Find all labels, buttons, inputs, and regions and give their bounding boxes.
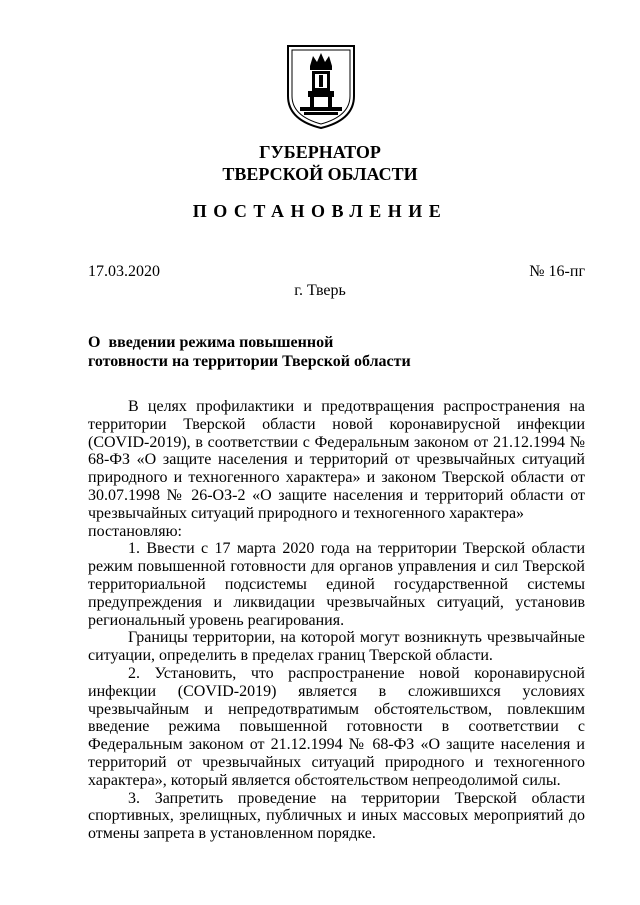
document-date: 17.03.2020	[88, 263, 160, 280]
item-1-paragraph: 1. Ввести с 17 марта 2020 года на территории Тверской области режим повышенной готовности для органов управления и сил Тверской территориальной подсистемы единой государственной системы предупреждения и ликвидации чрезвычайных ситуаций, установив региональный уровень реагирования.	[88, 540, 585, 629]
item-1-bounds-paragraph: Границы территории, на которой могут возникнуть чрезвычайные ситуации, определить в пределах границ Тверской области.	[88, 629, 585, 665]
subject-line1: О введении режима повышенной	[88, 334, 334, 351]
item-2-paragraph: 2. Установить, что распространение новой коронавирусной инфекции (COVID-2019) является в сложившихся условиях чрезвычайным и непредотвратимым обстоятельством, повлекшим введение режима повышенной готовности в соответствии с Федеральным законом от 21.12.1994 № 68-ФЗ «О защите населения и территорий от чрезвычайных ситуаций природного и техногенного характера», который является обстоятельством непреодолимой силы.	[88, 664, 585, 789]
tver-coat-of-arms-icon	[286, 44, 356, 130]
issuer-title-line2: ТВЕРСКОЙ ОБЛАСТИ	[222, 164, 418, 184]
document-number: № 16-пг	[529, 263, 585, 280]
issuer-title-line1: ГУБЕРНАТОР	[259, 142, 381, 162]
document-type: ПОСТАНОВЛЕНИЕ	[192, 201, 448, 221]
document-city: г. Тверь	[294, 282, 346, 299]
item-3-paragraph: 3. Запретить проведение на территории Тверской области спортивных, зрелищных, публичных и иных массовых мероприятий до отмены запрета в установленном порядке.	[88, 789, 585, 843]
preamble-paragraph: В целях профилактики и предотвращения распространения на территории Тверской области новой коронавирусной инфекции (COVID-2019), в соответствии с Федеральным законом от 21.12.1994 № 68-ФЗ «О защите населения и территорий от чрезвычайных ситуаций природного и техногенного характера» и законом Тверской области от 30.07.1998 № 26-ОЗ-2 «О защите населения и территорий области от чрезвычайных ситуаций природного и техногенного характера»	[88, 398, 585, 522]
document-body	[88, 398, 585, 843]
subject-line2: готовности на территории Тверской области	[88, 353, 411, 370]
document-subject	[88, 333, 411, 371]
decree-word: постановляю:	[88, 522, 182, 540]
